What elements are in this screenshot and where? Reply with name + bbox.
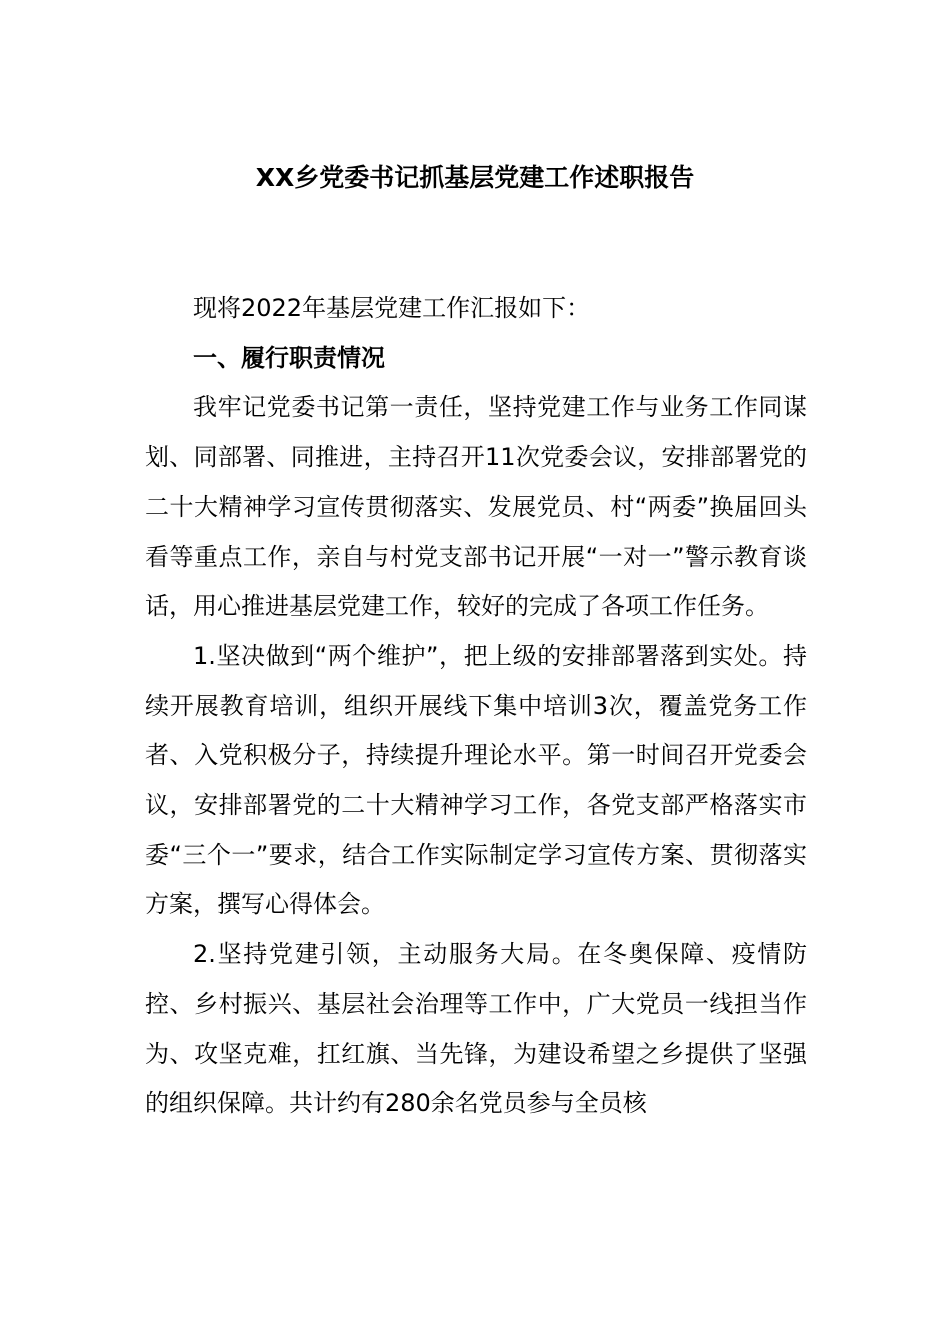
document-title: XX乡党委书记抓基层党建工作述职报告 (255, 163, 695, 192)
intro-paragraph: 现将2022年基层党建工作汇报如下： (193, 294, 591, 322)
document-body (145, 284, 807, 1129)
body-paragraph: 1.坚决做到“两个维护”，把上级的安排部署落到实处。持续开展教育培训，组织开展线下集中培训3次，覆盖党务工作者、入党积极分子，持续提升理论水平。第一时间召开党委会议，安排部署党的二十大精神学习工作，各党支部严格落实市委“三个一”要求，结合工作实际制定学习宣传方案、贯彻落实方案，撰写心得体会。 (145, 641, 807, 919)
body-paragraph: 我牢记党委书记第一责任，坚持党建工作与业务工作同谋划、同部署、同推进，主持召开11次党委会议，安排部署党的二十大精神学习宣传贯彻落实、发展党员、村“两委”换届回头看等重点工作，亲自与村党支部书记开展“一对一”警示教育谈话，用心推进基层党建工作，较好的完成了各项工作任务。 (145, 393, 807, 621)
body-paragraph: 2.坚持党建引领，主动服务大局。在冬奥保障、疫情防控、乡村振兴、基层社会治理等工作中，广大党员一线担当作为、攻坚克难，扛红旗、当先锋，为建设希望之乡提供了坚强的组织保障。共计约有280余名党员参与全员核 (145, 940, 807, 1118)
section-heading: 一、履行职责情况 (193, 343, 385, 372)
